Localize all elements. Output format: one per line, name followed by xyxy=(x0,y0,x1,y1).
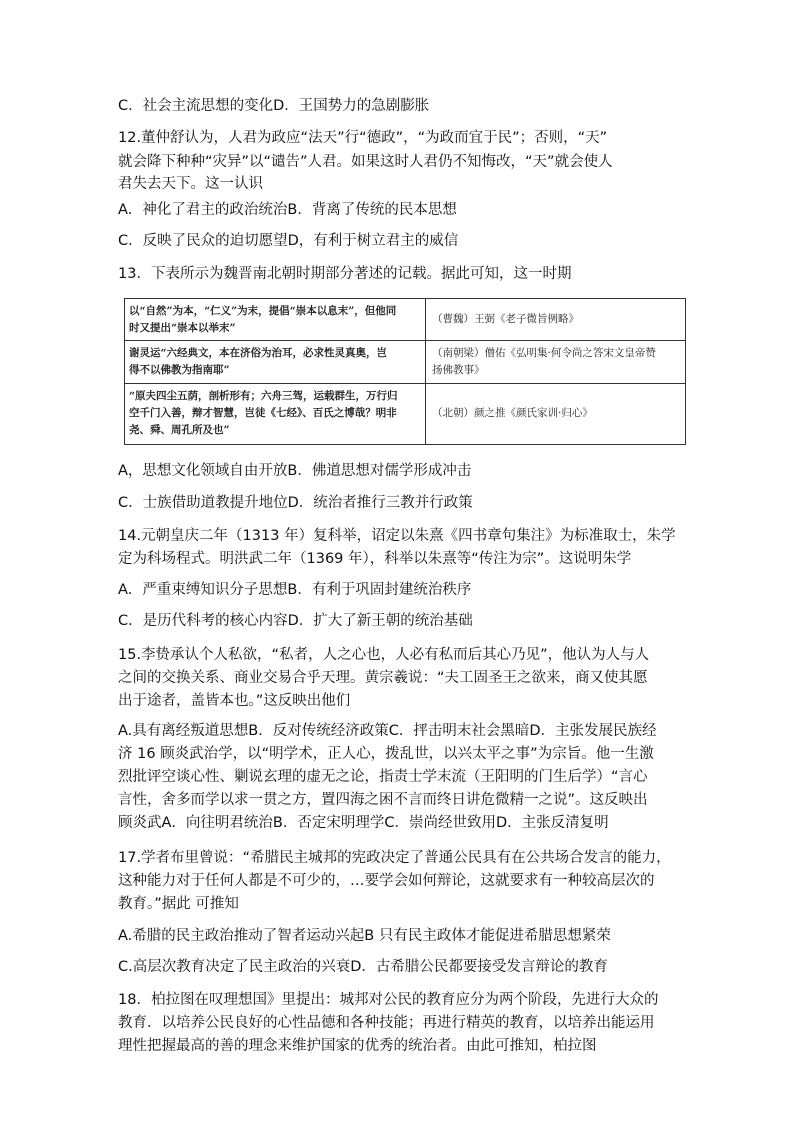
table-row xyxy=(125,383,686,444)
q18-stem-line-3: 理性把握最高的善的理念来维护国家的优秀的统治者。由此可推知，柏拉图 xyxy=(118,1038,597,1054)
q11-options-cd: C．社会主流思想的变化D．王国势力的急剧膨胀 xyxy=(118,98,430,114)
q15-stem-line-2: 之间的交换关系、商业交易合乎天理。黄宗羲说：“夫工固圣王之欲来，商又使其愿 xyxy=(118,670,648,686)
q18-stem-line-1: 18．柏拉图在叹理想国》里提出：城邦对公民的教育应分为两个阶段，先进行大众的 xyxy=(118,992,659,1008)
q12-stem-line-1: 12.董仲舒认为，人君为政应“法天”行“德政”，“为政而宜于民”；否则，“天” xyxy=(118,130,608,146)
q17-options-ab: A.希腊的民主政治推动了智者运动兴起B 只有民主政体才能促进希腊思想紧荣 xyxy=(118,928,611,944)
q15-stem-line-1: 15.李贽承认个人私欲，“私者，人之心也，人必有私而后其心乃见”，他认为人与人 xyxy=(118,647,650,663)
q14-stem-line-1: 14.元朝皇庆二年（1313 年）复科举，诏定以朱熹《四书章句集注》为标准取士，朱学 xyxy=(118,528,676,544)
table-cell-source: （曹魏）王弼《老子微旨例略》 xyxy=(426,299,686,341)
q17-stem-line-2: 这种能力对于任何人都是不可少的，…要学会如何辩论，这就要求有一种较高层次的 xyxy=(118,873,655,889)
q15-stem-line-3: 出于途者，盖皆本也。”这反映出他们 xyxy=(118,693,351,709)
table-row xyxy=(125,299,686,341)
q17-options-cd: C.高层次教育决定了民主政治的兴衰D．古希腊公民都要接受发言辩论的教育 xyxy=(118,959,608,975)
q16-stem-line-2: 烈批评空谈心性、剿说玄理的虚无之论，指责士学末流（王阳明的门生后学）“言心 xyxy=(118,769,648,785)
q13-options-ab: A，思想文化领域自由开放B．佛道思想对儒学形成冲击 xyxy=(118,463,472,479)
q12-options-cd: C．反映了民众的迫切愿望D，有利于树立君主的威信 xyxy=(118,233,459,249)
q12-stem-line-2: 就会降下种种“灾异”以“谴告”人君。如果这时人君仍不知悔改，“天”就会使人 xyxy=(118,154,613,170)
table-cell-quote: “原夫四尘五荫，剖析形有；六舟三驾，运载群生，万行归 空千门入善，辩才智慧，岂徒《七经》、百氏之博哉？明非 尧、舜、周孔所及也” xyxy=(125,383,426,444)
table-row xyxy=(125,341,686,383)
q14-options-cd: C．是历代科考的核心内容D．扩大了新王朝的统治基础 xyxy=(118,613,473,629)
q12-options-ab: A．神化了君主的政治统治B．背离了传统的民本思想 xyxy=(118,202,457,218)
q16-stem-line-3: 言性，舍多而学以求一贯之方，置四海之困不言而终日讲危微精一之说”。这反映出 xyxy=(118,792,648,808)
q16-options: 顾炎武A．向往明君统治B．否定宋明理学C．崇尚经世致用D．主张反清复明 xyxy=(118,815,609,831)
q13-table xyxy=(124,298,686,445)
q14-stem-line-2: 定为科场程式。明洪武二年（1369 年），科举以朱熹等“传注为宗”。这说明朱学 xyxy=(118,551,632,567)
q15-options-q16-line-1: A.具有离经叛道思想B．反对传统经济政策C．抨击明末社会黑暗D．主张发展民族经 xyxy=(118,723,657,739)
q17-stem-line-1: 17.学者布里曾说：“希腊民主城邦的宪政决定了普通公民具有在公共场合发言的能力， xyxy=(118,850,671,866)
table-cell-source: （北朝）颜之推《颜氏家训·归心》 xyxy=(426,383,686,444)
table-cell-source: （南朝梁）僧佑《弘明集·何令尚之答宋文皇帝赞 扬佛教事》 xyxy=(426,341,686,383)
q12-stem-line-3: 君失去天下。这一认识 xyxy=(118,176,263,192)
q16-stem-line-1: 济 16 顾炎武治学，以“明学术，正人心，拨乱世，以兴太平之事”为宗旨。他一生激 xyxy=(118,746,654,762)
q13-options-cd: C．士族借助道教提升地位D．统治者推行三教并行政策 xyxy=(118,495,473,511)
table-cell-quote: 谢灵运“六经典文，本在济俗为治耳，必求性灵真奥，岂 得不以佛教为指南耶” xyxy=(125,341,426,383)
q13-stem: 13．下表所示为魏晋南北朝时期部分著述的记载。据此可知，这一时期 xyxy=(118,266,572,282)
q14-options-ab: A．严重束缚知识分子思想B．有利于巩固封建统治秩序 xyxy=(118,582,472,598)
q18-stem-line-2: 教育．以培养公民良好的心性品德和各种技能；再进行精英的教育，以培养出能运用 xyxy=(118,1015,655,1031)
table-cell-quote: 以“自然”为本，“仁义”为末，提倡“崇本以息末”，但他同 时又提出“崇本以举末” xyxy=(125,299,426,341)
q17-stem-line-3: 教育。”据此 可推知 xyxy=(118,896,239,912)
